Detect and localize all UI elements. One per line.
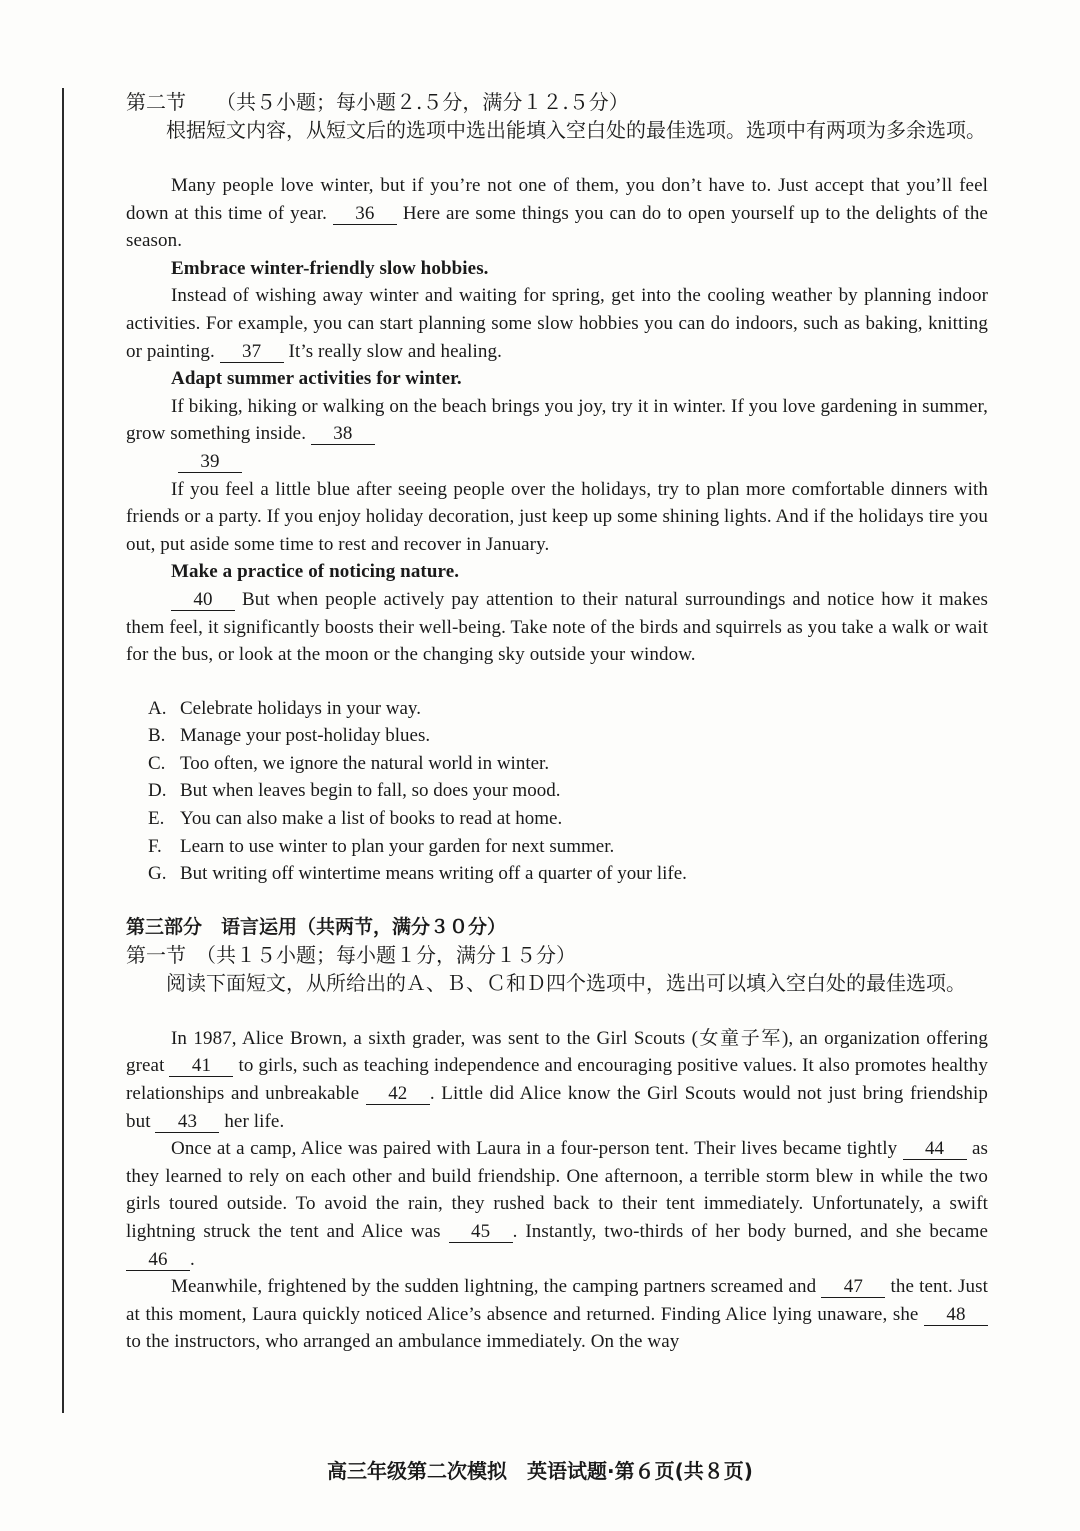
section2-title: 第二节 （共５小题；每小题２.５分，满分１２.５分） (126, 90, 629, 114)
option-f[interactable]: F. Learn to use winter to plan your garden for next summer. (148, 835, 615, 857)
passage1-paragraph: If biking, hiking or walking on the beach brings you joy, try it in winter. If you love gardening in summer, grow something inside. 38 (126, 395, 988, 445)
passage1-heading: Embrace winter-friendly slow hobbies. (171, 257, 489, 279)
answer-blank-36[interactable]: 36 (333, 204, 397, 225)
passage1-paragraph: Instead of wishing away winter and waiting for spring, get into the cooling weather by planning indoor activities. For example, you can start planning some slow hobbies you can do indoors, such as baking, knitting or painting. 37 It’s really slow and healing. (126, 285, 988, 362)
answer-blank-42[interactable]: 42 (366, 1084, 430, 1105)
answer-blank-38[interactable]: 38 (311, 424, 375, 445)
answer-blank-37[interactable]: 37 (220, 342, 284, 363)
answer-blank-43[interactable]: 43 (155, 1112, 219, 1133)
option-d[interactable]: D. But when leaves begin to fall, so does your mood. (148, 780, 561, 802)
section2-instruction: 根据短文内容，从短文后的选项中选出能填入空白处的最佳选项。选项中有两项为多余选项。 (166, 118, 986, 142)
passage1-paragraph: Many people love winter, but if you’re not one of them, you don’t have to. Just accept that you’ll feel down at this time of year. 36 Here are some things you can do to open yourself up to the delights of the season. (126, 175, 988, 252)
answer-blank-45[interactable]: 45 (449, 1222, 513, 1243)
passage1-paragraph: If you feel a little blue after seeing people over the holidays, try to plan more comfortable dinners with friends or a party. If you enjoy holiday decoration, just keep up some shining lights. And if the holidays tire you out, put aside some time to rest and recover in January. (126, 478, 988, 555)
answer-blank-41[interactable]: 41 (169, 1056, 233, 1077)
part3-instruction: 阅读下面短文，从所给出的Ａ、Ｂ、Ｃ和Ｄ四个选项中，选出可以填入空白处的最佳选项。 (166, 970, 966, 995)
passage2-paragraph: Once at a camp, Alice was paired with Laura in a four-person tent. Their lives became tightly 44 as they learned to rely on each other and build friendship. One afternoon, a terrible storm blew in while the two girls toured outside. To avoid the rain, they rushed back to their tent immediately. Unfortunately, a swift lightning struck the tent and Alice was 45 . Instantly, two-thirds of her body burned, and she became 46 . (126, 1138, 988, 1270)
option-e[interactable]: E. You can also make a list of books to read at home. (148, 808, 563, 830)
margin-line (62, 88, 64, 1413)
answer-blank-44[interactable]: 44 (903, 1139, 967, 1160)
exam-page (126, 88, 988, 1356)
option-a[interactable]: A. Celebrate holidays in your way. (148, 697, 421, 719)
passage1-heading-blank (126, 448, 988, 476)
option-c[interactable]: C. Too often, we ignore the natural world in winter. (148, 752, 550, 774)
part3-section1-title: 第一节 （共１５小题；每小题１分，满分１５分） (126, 942, 576, 967)
page-footer: 高三年级第二次模拟 英语试题·第６页(共８页) (327, 1459, 753, 1483)
answer-blank-46[interactable]: 46 (126, 1250, 190, 1271)
answer-blank-40[interactable]: 40 (171, 590, 235, 611)
option-b[interactable]: B. Manage your post-holiday blues. (148, 725, 431, 747)
passage1-heading: Adapt summer activities for winter. (171, 368, 462, 390)
options-list (126, 695, 988, 888)
passage2-paragraph: In 1987, Alice Brown, a sixth grader, was sent to the Girl Scouts (女童子军), an organization offering great 41 to girls, such as teaching independence and encouraging positive values. It also promotes healthy relationships and unbreakable 42 . Little did Alice know the Girl Scouts would not just bring friendship but 43 her life. (126, 1027, 988, 1132)
part3-title: 第三部分 语言运用（共两节，满分３０分） (126, 915, 507, 938)
answer-blank-48[interactable]: 48 (924, 1305, 988, 1326)
option-g[interactable]: G. But writing off wintertime means writing off a quarter of your life. (148, 863, 687, 885)
passage1-paragraph: 40 But when people actively pay attention to their natural surroundings and notice how it makes them feel, it significantly boosts their well-being. Take note of the birds and squirrels as you take a walk or wait for the bus, or look at the moon or the changing sky outside your window. (126, 588, 988, 666)
answer-blank-47[interactable]: 47 (821, 1277, 885, 1298)
passage1-heading: Make a practice of noticing nature. (171, 561, 460, 583)
answer-blank-39[interactable]: 39 (178, 452, 242, 473)
passage-1 (126, 172, 988, 669)
passage2-paragraph: Meanwhile, frightened by the sudden lightning, the camping partners screamed and 47 the tent. Just at this moment, Laura quickly noticed Alice’s absence and returned. Finding Alice lying unaware, she 48 to the instructors, who arranged an ambulance immediately. On the way (126, 1276, 988, 1353)
passage-2 (126, 1025, 988, 1356)
